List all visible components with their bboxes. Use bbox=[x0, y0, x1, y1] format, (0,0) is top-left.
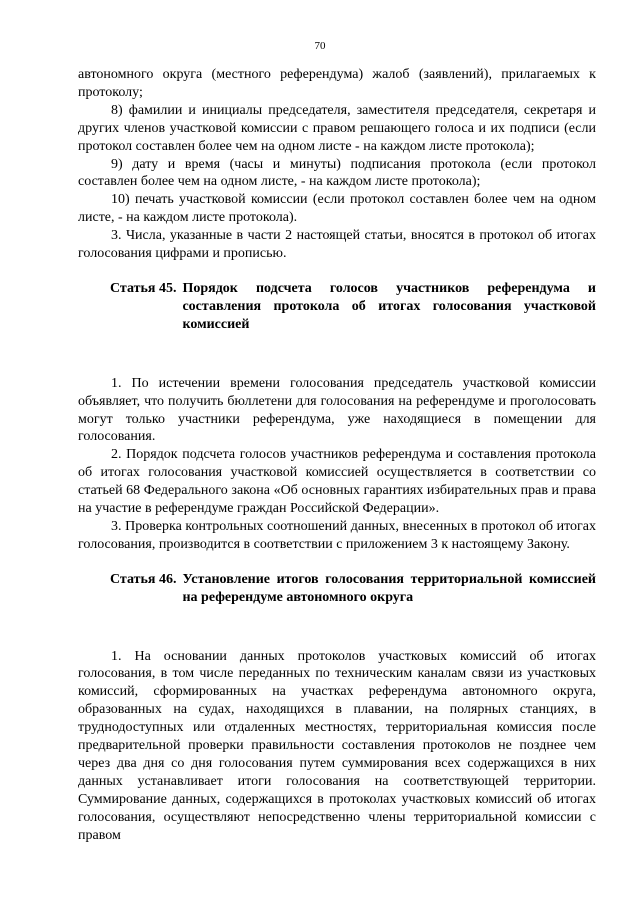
article-title: Порядок подсчета голосов участников референдума и составления протокола об итогах голосования участковой комиссией bbox=[182, 280, 596, 332]
paragraph: 3. Числа, указанные в части 2 настоящей статьи, вносятся в протокол об итогах голосования цифрами и прописью. bbox=[78, 228, 596, 262]
page-content bbox=[78, 66, 596, 845]
article-number: Статья 46. bbox=[110, 571, 177, 587]
paragraph: 3. Проверка контрольных соотношений данных, внесенных в протокол об итогах голосования, производится в соответствии с приложением 3 к настоящему Закону. bbox=[78, 518, 596, 552]
paragraph: 2. Порядок подсчета голосов участников референдума и составления протокола об итогах голосования участковой комиссией осуществляется в соответствии со статьей 68 Федерального закона «Об основных гарантиях избирательных прав и права на участие в референдуме граждан Российской Федерации». bbox=[78, 447, 596, 517]
article-number: Статья 45. bbox=[110, 280, 177, 296]
article-46-heading bbox=[110, 571, 596, 607]
paragraph: 9) дату и время (часы и минуты) подписания протокола (если протокол составлен более чем на одном листе, - на каждом листе протокола); bbox=[78, 156, 596, 190]
paragraph: автономного округа (местного референдума) жалоб (заявлений), прилагаемых к протоколу; bbox=[78, 67, 596, 100]
paragraph: 1. По истечении времени голосования председатель участковой комиссии объявляет, что получить бюллетени для голосования на референдуме и проголосовать могут только участники референдума, уже находящиеся в помещении для голосования. bbox=[78, 375, 596, 445]
page-number: 70 bbox=[314, 40, 326, 52]
paragraph: 8) фамилии и инициалы председателя, заместителя председателя, секретаря и других членов участковой комиссии с правом решающего голоса и их подписи (если протокол составлен более чем на одном листе - на каждом листе протокола); bbox=[78, 102, 596, 154]
paragraph: 10) печать участковой комиссии (если протокол составлен более чем на одном листе, - на каждом листе протокола). bbox=[78, 192, 596, 226]
article-title: Установление итогов голосования территориальной комиссией на референдуме автономного округа bbox=[182, 571, 596, 605]
article-45-heading bbox=[110, 280, 596, 334]
paragraph: 1. На основании данных протоколов участковых комиссий об итогах голосования, в том числе переданных по техническим каналам связи из участковых комиссий, сформированных на участках референдума автономного округа, образованных на судах, находящихся в плавании, на полярных станциях, в труднодоступных или отдаленных местностях, территориальная комиссия после предварительной проверки правильности составления протоколов не позднее чем через два дня со дня голосования путем суммирования всех содержащихся в них данных устанавливает итоги голосования на соответствующей территории. Суммирование данных, содержащихся в протоколах участковых комиссий об итогах голосования, осуществляют непосредственно члены территориальной комиссии с правом bbox=[78, 648, 596, 843]
